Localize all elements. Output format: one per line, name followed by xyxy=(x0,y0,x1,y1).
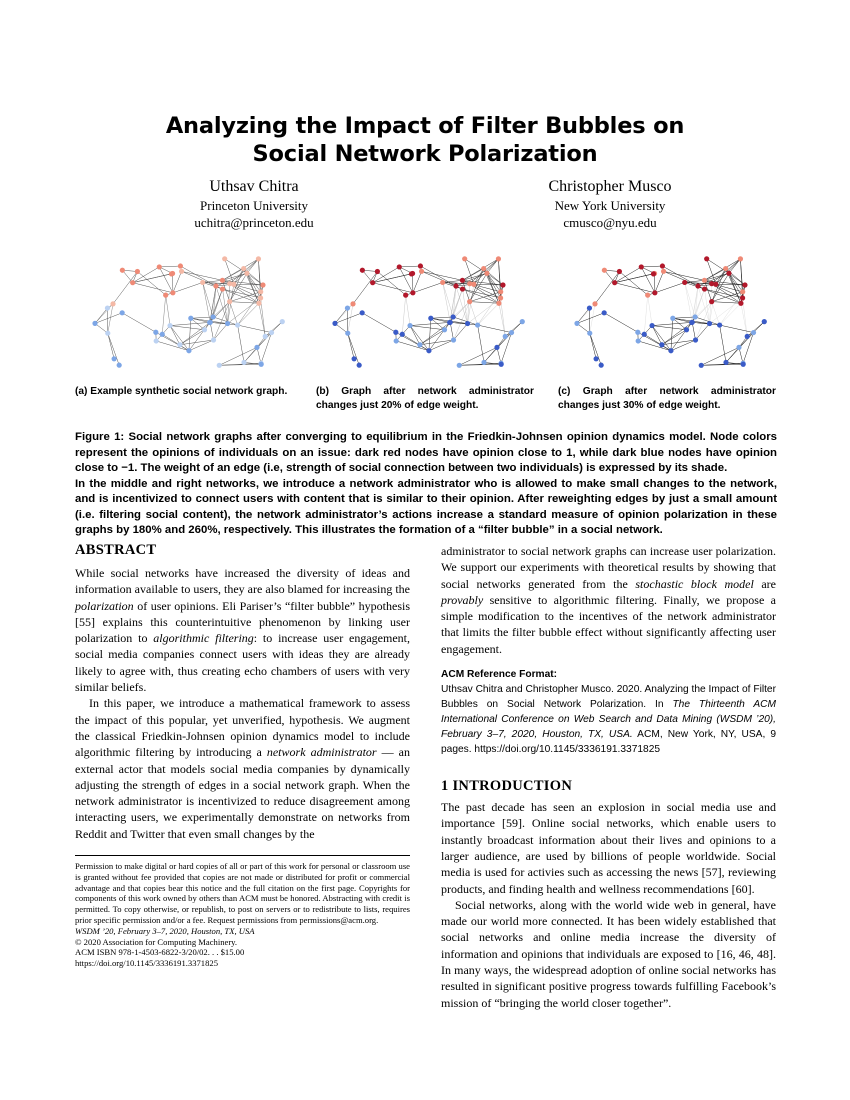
graph-edge xyxy=(162,295,165,334)
graph-node xyxy=(177,342,182,347)
graph-node xyxy=(503,334,508,339)
graph-node xyxy=(520,319,525,324)
graph-node xyxy=(599,363,604,368)
graph-node xyxy=(280,319,285,324)
graph-node xyxy=(704,256,709,261)
graph-node xyxy=(258,295,263,300)
graph-edge xyxy=(664,271,705,280)
graph-node xyxy=(357,363,362,368)
graph-node xyxy=(225,321,230,326)
graph-edge xyxy=(170,326,204,330)
graph-edge xyxy=(113,271,137,303)
graph-edge xyxy=(180,330,205,345)
graph-edge xyxy=(173,282,203,292)
graph-edge xyxy=(362,313,396,332)
graph-node xyxy=(370,280,375,285)
graph-node xyxy=(457,363,462,368)
graph-node xyxy=(179,269,184,274)
graph-node xyxy=(178,263,183,268)
graph-node xyxy=(163,293,168,298)
graph-node xyxy=(244,271,249,276)
graph-edge xyxy=(189,318,191,350)
graph-node xyxy=(410,290,415,295)
graph-edge xyxy=(377,271,405,295)
graph-node xyxy=(153,330,158,335)
graph-node xyxy=(484,271,489,276)
graph-node xyxy=(602,310,607,315)
graph-edge xyxy=(692,322,695,340)
graph-node xyxy=(105,305,110,310)
introduction-paragraph-2: Social networks, along with the world wide web in general, have made our world more connected. It has been widely established that social networks and online media increase the diversity of information and opinions that individuals are exposed to [16, 46, 48]. In many ways, the widespread adoption of online social networks has resulted in significant positive progress towards fulfilling Facebook’s mission of “bringing the world closer together”. xyxy=(441,897,776,1010)
graph-node xyxy=(110,301,115,306)
graph-edge xyxy=(696,324,710,340)
graph-node xyxy=(211,314,216,319)
graph-node xyxy=(496,301,501,306)
graph-node xyxy=(442,327,447,332)
graph-edge xyxy=(238,325,272,333)
graph-edge xyxy=(420,266,456,286)
graph-node xyxy=(235,322,240,327)
graph-node xyxy=(130,280,135,285)
graph-edge xyxy=(459,347,497,365)
graph-node xyxy=(635,330,640,335)
graph-edge xyxy=(747,322,764,337)
graph-edge xyxy=(180,322,210,344)
graph-node xyxy=(481,360,486,365)
graph-node xyxy=(92,321,97,326)
graph-node xyxy=(682,280,687,285)
graph-node xyxy=(639,264,644,269)
graph-edge xyxy=(399,267,413,293)
graph-node xyxy=(256,301,261,306)
graph-edge xyxy=(247,259,258,273)
graph-node xyxy=(707,321,712,326)
graph-node xyxy=(403,293,408,298)
graph-node xyxy=(345,331,350,336)
graph-edge xyxy=(133,274,172,283)
graph-edge xyxy=(720,325,726,362)
graph-node xyxy=(211,337,216,342)
graph-node xyxy=(167,323,172,328)
graph-edge xyxy=(137,271,165,295)
copyright-line: © 2020 Association for Computing Machinery. xyxy=(75,936,238,947)
graph-edge xyxy=(373,274,412,283)
graph-node xyxy=(717,322,722,327)
graph-edge xyxy=(505,322,522,337)
author-email[interactable]: cmusco@nyu.edu xyxy=(563,215,657,230)
graph-node xyxy=(419,269,424,274)
graph-node xyxy=(751,330,756,335)
graph-edge xyxy=(470,302,478,325)
graph-node xyxy=(500,282,505,287)
graph-node xyxy=(409,271,414,276)
graph-node xyxy=(170,290,175,295)
figure-caption-p2: In the middle and right networks, we introduce a network administrator who is allowed to make small changes to the network, and is incentivized to connect users with content that is similar to their opinion. After reweighting edges by just a small amount (i.e. filtering social content), the network administrator’s actions increase a standard measure of opinion polarization in these graphs by 180% and 260%, respectively. This illustrates the formation of a “filter bubble” in a social network. xyxy=(75,477,777,536)
graph-node xyxy=(154,338,159,343)
network-graph-b xyxy=(318,248,540,376)
graph-edge xyxy=(712,302,720,325)
graph-node xyxy=(222,256,227,261)
graph-node xyxy=(360,310,365,315)
graph-node xyxy=(481,266,486,271)
graph-node xyxy=(471,282,476,287)
graph-node xyxy=(649,323,654,328)
graph-node xyxy=(428,316,433,321)
graph-node xyxy=(202,327,207,332)
graph-edge xyxy=(478,325,512,333)
abstract-paragraph-3: administrator to social network graphs can increase user polarization. We support our experiments with theoretical results by showing that social networks generated from the stochastic block model are provably sensitive to algorithmic filtering. Finally, we propose a simple modification to the incentives of the network administrator that limits the filter bubble effect without significantly affecting user engagement. xyxy=(441,544,776,656)
graph-edge xyxy=(655,282,685,292)
graph-edge xyxy=(410,326,444,330)
graph-edge xyxy=(159,266,180,267)
graph-edge xyxy=(615,274,654,283)
graph-node xyxy=(269,330,274,335)
graph-node xyxy=(453,283,458,288)
graph-edge xyxy=(443,282,450,322)
graph-node xyxy=(451,337,456,342)
graph-node xyxy=(651,271,656,276)
graph-node xyxy=(738,256,743,261)
graph-node xyxy=(499,362,504,367)
graph-edge xyxy=(740,259,742,292)
graph-node xyxy=(738,301,743,306)
graph-node xyxy=(660,263,665,268)
graph-node xyxy=(723,360,728,365)
graph-node xyxy=(740,295,745,300)
paper-title-line-2: Social Network Polarization xyxy=(252,141,598,167)
graph-edge xyxy=(413,282,443,292)
graph-node xyxy=(462,256,467,261)
network-graph-a xyxy=(78,248,300,376)
graph-node xyxy=(636,338,641,343)
graph-edge xyxy=(406,295,410,325)
graph-node xyxy=(188,316,193,321)
graph-edge xyxy=(399,266,420,267)
graph-node xyxy=(668,348,673,353)
graph-edge xyxy=(619,271,647,295)
graph-node xyxy=(135,269,140,274)
network-graph-c xyxy=(560,248,782,376)
graph-node xyxy=(726,271,731,276)
graph-edge xyxy=(729,259,740,273)
graph-node xyxy=(241,266,246,271)
subcaption-c: (c) Graph after network administrator changes just 30% of edge weight. xyxy=(558,386,776,411)
graph-edge xyxy=(720,303,741,325)
graph-edge xyxy=(685,282,695,316)
graph-node xyxy=(451,314,456,319)
graph-edge xyxy=(478,303,499,325)
graph-node xyxy=(699,363,704,368)
graph-edge xyxy=(259,303,265,336)
graph-node xyxy=(160,332,165,337)
graph-node xyxy=(494,345,499,350)
graph-node xyxy=(231,282,236,287)
graph-edge xyxy=(180,266,216,286)
graph-edge xyxy=(230,302,238,325)
graph-edge xyxy=(641,267,655,293)
graph-edge xyxy=(648,295,652,325)
graph-edge xyxy=(443,282,453,316)
graph-node xyxy=(417,342,422,347)
graph-edge xyxy=(595,271,619,303)
graph-edge xyxy=(673,317,695,318)
graph-edge xyxy=(652,322,692,325)
graph-edge xyxy=(108,333,114,359)
graph-edge xyxy=(122,313,156,332)
graph-node xyxy=(587,305,592,310)
graph-edge xyxy=(238,303,259,325)
graph-node xyxy=(702,286,707,291)
graph-edge xyxy=(741,303,747,336)
graph-edge xyxy=(652,326,686,330)
graph-edge xyxy=(498,259,500,292)
acm-reference xyxy=(441,667,776,757)
graph-node xyxy=(736,345,741,350)
graph-edge xyxy=(203,282,210,322)
graph-node xyxy=(693,314,698,319)
graph-node xyxy=(400,332,405,337)
graph-edge xyxy=(662,330,687,345)
abstract-paragraph-2: In this paper, we introduce a mathematical framework to assess the impact of this popular, yet unverified, hypothesis. We augment the classical Friedkin-Johnsen opinion dynamics model to include algorithmic filtering by introducing a network administrator — an external actor that models social media companies by dynamically adjusting the strength of edges in a social network graph. When the network administrator is incentivized to reduce disagreement among interacting users, we experimentally demonstrate on networks from Reddit and Twitter that even small changes by the xyxy=(75,696,410,841)
graph-node xyxy=(397,264,402,269)
graph-node xyxy=(259,362,264,367)
graph-node xyxy=(702,278,707,283)
graph-node xyxy=(659,342,664,347)
graph-node xyxy=(498,295,503,300)
graph-node xyxy=(574,321,579,326)
doi-link[interactable]: https://doi.org/10.1145/3336191.3371825 xyxy=(75,958,218,969)
graph-node xyxy=(594,356,599,361)
author-email[interactable]: uchitra@princeton.edu xyxy=(194,215,314,230)
graph-node xyxy=(360,268,365,273)
graph-edge xyxy=(353,271,377,303)
graph-edge xyxy=(499,303,505,336)
graph-node xyxy=(258,289,263,294)
graph-node xyxy=(220,278,225,283)
graph-node xyxy=(220,286,225,291)
figure-caption xyxy=(75,430,777,539)
figure-caption-p1: Figure 1: Social network graphs after converging to equilibrium in the Friedkin-Johnsen opinion dynamics model. Node colors represent the opinions of individuals on an issue: dark red nodes have opinion close to 1, while dark blue nodes have opinion close to −1. The weight of an edge (i.e, strength of social connection between two individuals) is expressed by its shade. xyxy=(75,431,777,474)
graph-edge xyxy=(487,259,498,273)
graph-node xyxy=(256,256,261,261)
graph-node xyxy=(460,286,465,291)
graph-node xyxy=(690,320,695,325)
graph-edge xyxy=(454,324,468,340)
author-block-1 xyxy=(134,177,374,231)
graph-edge xyxy=(429,318,431,350)
graph-edge xyxy=(662,322,692,344)
graph-edge xyxy=(182,271,223,280)
author-affiliation: New York University xyxy=(554,198,666,213)
graph-node xyxy=(186,348,191,353)
graph-node xyxy=(740,289,745,294)
subcaption-b: (b) Graph after network administrator changes just 20% of edge weight. xyxy=(316,386,534,411)
introduction-heading: 1 INTRODUCTION xyxy=(441,778,573,795)
introduction-section xyxy=(441,777,776,1011)
graph-edge xyxy=(420,322,450,344)
author-name: Uthsav Chitra xyxy=(209,178,299,195)
graph-edge xyxy=(671,318,673,350)
graph-node xyxy=(661,269,666,274)
graph-edge xyxy=(214,324,228,340)
graph-node xyxy=(375,269,380,274)
graph-edge xyxy=(685,282,692,322)
graph-node xyxy=(352,356,357,361)
graph-node xyxy=(227,299,232,304)
right-column xyxy=(441,543,776,1011)
graph-node xyxy=(332,321,337,326)
graph-node xyxy=(612,280,617,285)
author-name: Christopher Musco xyxy=(548,178,672,195)
graph-node xyxy=(260,282,265,287)
graph-node xyxy=(418,263,423,268)
subcaption-a: (a) Example synthetic social network graph. xyxy=(75,386,288,397)
author-block-2 xyxy=(490,177,730,231)
graph-edge xyxy=(422,271,463,280)
graph-node xyxy=(440,280,445,285)
graph-edge xyxy=(410,322,450,325)
graph-edge xyxy=(265,322,282,337)
graph-node xyxy=(112,356,117,361)
graph-edge xyxy=(590,333,596,359)
graph-node xyxy=(263,334,268,339)
author-affiliation: Princeton University xyxy=(200,198,308,213)
graph-node xyxy=(592,301,597,306)
graph-edge xyxy=(191,317,213,318)
graph-node xyxy=(120,310,125,315)
graph-node xyxy=(169,271,174,276)
graph-node xyxy=(602,268,607,273)
graph-node xyxy=(448,320,453,325)
graph-edge xyxy=(166,295,170,325)
graph-node xyxy=(117,363,122,368)
graph-node xyxy=(762,319,767,324)
graph-edge xyxy=(720,325,754,333)
graph-node xyxy=(693,337,698,342)
graph-node xyxy=(713,282,718,287)
graph-node xyxy=(670,316,675,321)
graph-node xyxy=(723,266,728,271)
graph-edge xyxy=(219,347,257,365)
graph-edge xyxy=(701,347,739,365)
graph-node xyxy=(709,299,714,304)
graph-node xyxy=(498,289,503,294)
graph-node xyxy=(645,293,650,298)
acm-reference-text: Uthsav Chitra and Christopher Musco. 2020. Analyzing the Impact of Filter Bubbles on Social Network Polarization. In The Thirteenth ACM International Conference on Web Search and Data Mining (WSDM ’20), February 3–7, 2020, Houston, TX, USA. ACM, New York, NY, USA, 9 pages. https://doi.org/10.1145/3336191.3371825 xyxy=(441,684,777,756)
graph-node xyxy=(120,268,125,273)
graph-node xyxy=(426,348,431,353)
graph-node xyxy=(241,360,246,365)
graph-node xyxy=(393,330,398,335)
graph-node xyxy=(465,321,470,326)
introduction-paragraph-1: The past decade has seen an explosion in social media use and importance [59]. Online social networks, which enable users to instantly broadcast information about their lives and opinions to a larger audience, are used by billions of people worldwide. Social media is used for activies such as accessing the news [57], reviewing products, and finding health and wellness recommendations [60]. xyxy=(441,800,776,896)
graph-node xyxy=(745,334,750,339)
graph-node xyxy=(350,301,355,306)
isbn-line: ACM ISBN 978-1-4503-6822-3/20/02. . . $15.00 xyxy=(75,947,245,958)
graph-node xyxy=(157,264,162,269)
graph-node xyxy=(475,322,480,327)
graph-node xyxy=(509,330,514,335)
graph-node xyxy=(642,332,647,337)
graph-node xyxy=(496,256,501,261)
graph-node xyxy=(695,283,700,288)
graph-node xyxy=(407,323,412,328)
permissions-footnote xyxy=(75,855,410,969)
graph-edge xyxy=(420,330,445,345)
graph-node xyxy=(587,331,592,336)
graph-edge xyxy=(238,325,244,362)
graph-edge xyxy=(662,266,698,286)
paper-title xyxy=(0,112,850,168)
graph-edge xyxy=(431,317,453,318)
permissions-text: Permission to make digital or hard copies of all or part of this work for personal or classroom use is granted without fee provided that copies are not made or distributed for profit or commercial advantage and that copies bear this notice and the full citation on the first page. Copyrights for components of this work owned by others than ACM must be honored. Abstracting with credit is permitted. To copy otherwise, or republish, to post on servers or to redistribute to lists, requires prior specific permission and/or a fee. Request permissions from permissions@acm.org. xyxy=(75,861,410,925)
paper-title-line-1: Analyzing the Impact of Filter Bubbles on xyxy=(165,113,685,139)
acm-reference-heading: ACM Reference Format: xyxy=(441,669,558,681)
graph-edge xyxy=(348,333,354,359)
graph-edge xyxy=(644,295,647,334)
graph-node xyxy=(213,283,218,288)
graph-edge xyxy=(604,313,638,332)
graph-edge xyxy=(258,259,260,292)
graph-edge xyxy=(170,322,210,325)
left-column xyxy=(75,541,410,842)
graph-node xyxy=(200,280,205,285)
graph-node xyxy=(208,320,213,325)
abstract-heading: ABSTRACT xyxy=(75,542,157,558)
graph-edge xyxy=(210,322,213,340)
graph-node xyxy=(741,362,746,367)
graph-edge xyxy=(641,266,662,267)
graph-node xyxy=(617,269,622,274)
graph-edge xyxy=(203,282,213,316)
graph-node xyxy=(742,282,747,287)
venue-line: WSDM ’20, February 3–7, 2020, Houston, TX, USA xyxy=(75,925,255,936)
graph-node xyxy=(394,338,399,343)
graph-node xyxy=(217,363,222,368)
graph-node xyxy=(254,345,259,350)
graph-node xyxy=(460,278,465,283)
graph-node xyxy=(652,290,657,295)
graph-edge xyxy=(159,267,173,293)
graph-node xyxy=(345,305,350,310)
graph-edge xyxy=(402,295,405,334)
graph-node xyxy=(467,299,472,304)
abstract-paragraph-1: While social networks have increased the diversity of ideas and information available to users, they are also blamed for increasing the polarization of user opinions. Eli Pariser’s “filter bubble” hypothesis [55] explains this counterintuitive phenomenon by linking user polarization to algorithmic filtering: to increase user engagement, social media companies connect users with ideas they are already likely to agree with, thus creating echo chambers of users with very similar beliefs. xyxy=(75,566,410,695)
graph-node xyxy=(105,331,110,336)
graph-edge xyxy=(478,325,484,362)
graph-edge xyxy=(450,322,453,340)
graph-node xyxy=(684,327,689,332)
